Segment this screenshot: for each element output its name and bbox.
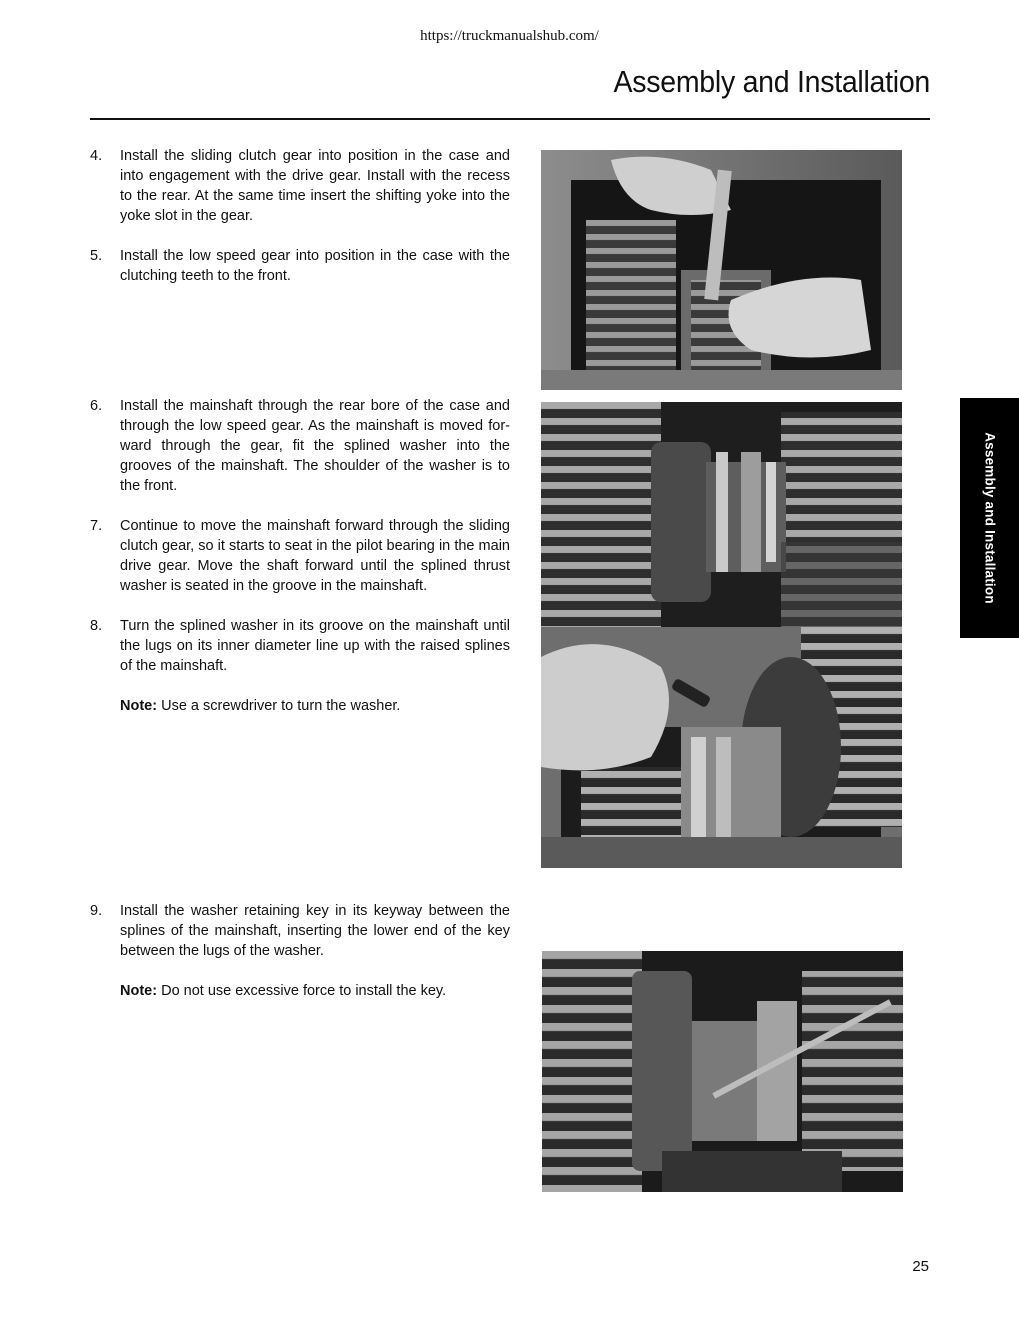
- step-item: [90, 146, 510, 226]
- note-text: Do not use excessive force to install the key.: [157, 983, 447, 999]
- photo-mainshaft-installation: [541, 402, 902, 627]
- step-text: Continue to move the mainshaft forward through the sliding clutch gear, so it starts to seat in the pilot bearing in the main drive gear. Move the shaft forward until the splined thrust washer is seated in the groove in the mainshaft.: [120, 518, 510, 594]
- section-side-tab-label: Assembly and Installation: [982, 432, 997, 604]
- source-url: https://truckmanualshub.com/: [420, 28, 599, 44]
- note-label: Note:: [120, 698, 158, 714]
- step-number: 6.: [90, 398, 103, 414]
- header-rule: [90, 118, 930, 120]
- step-text: Install the low speed gear into position in the case with the clutching teeth to the front.: [120, 248, 510, 284]
- photo-retaining-key: [542, 951, 903, 1192]
- step-number: 7.: [90, 518, 103, 534]
- photo-turning-washer: [541, 627, 902, 868]
- step-number: 5.: [90, 248, 103, 264]
- step-number: 9.: [90, 903, 103, 919]
- page-title: Assembly and Installation: [613, 64, 930, 99]
- step-text: Turn the splined washer in its groove on the mainshaft until the lugs on its inner diameter line up with the raised splines of the mainshaft.: [120, 618, 510, 674]
- step-text: Install the sliding clutch gear into position in the case and into engagement with the drive gear. Install with the recess to the rear. At the same time insert the shifting yoke into the yoke slot in the gear.: [120, 148, 510, 224]
- step-item: [90, 901, 510, 961]
- step-item: [90, 246, 510, 286]
- note: [120, 981, 510, 1001]
- step-text: Install the mainshaft through the rear bore of the case and through the low speed gear. As the mainshaft is moved for-ward through the gear, fit the splined washer into the grooves of the mainshaft. The shoulder of the washer is to the front.: [120, 398, 510, 494]
- page-number: 25: [912, 1258, 929, 1275]
- note-label: Note:: [120, 983, 158, 999]
- photo-sliding-clutch-gear: [541, 150, 902, 390]
- step-text: Install the washer retaining key in its keyway between the splines of the mainshaft, inserting the lower end of the key between the lugs of the washer.: [120, 903, 510, 959]
- step-item: [90, 616, 510, 676]
- section-side-tab: [960, 398, 1019, 638]
- step-item: [90, 396, 510, 496]
- note-text: Use a screwdriver to turn the washer.: [157, 698, 401, 714]
- step-number: 8.: [90, 618, 103, 634]
- note: [120, 696, 510, 716]
- step-number: 4.: [90, 148, 103, 164]
- step-item: [90, 516, 510, 596]
